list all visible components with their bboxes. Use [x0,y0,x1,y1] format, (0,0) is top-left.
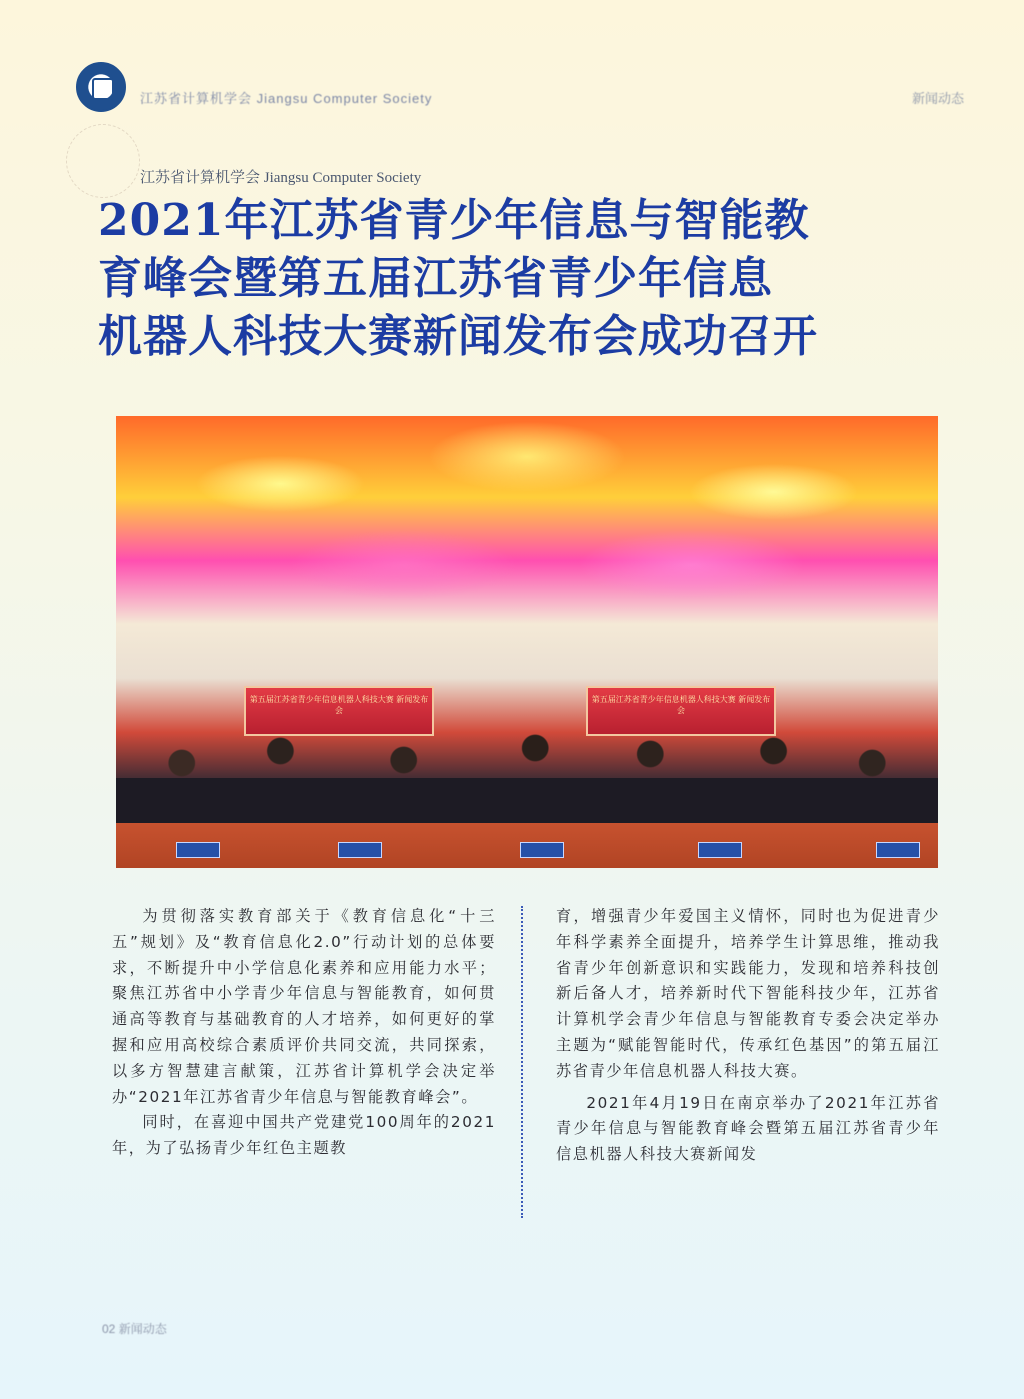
stage-board-left: 第五届江苏省青少年信息机器人科技大赛 新闻发布会 [244,686,434,736]
paragraph: 同时，在喜迎中国共产党建党100周年的2021年，为了弘扬青少年红色主题教 [112,1113,496,1158]
name-plate [698,842,742,858]
header-section: 新闻动态 [911,91,964,106]
paragraph: 为贯彻落实教育部关于《教育信息化“十三五”规划》及“教育信息化2.0”行动计划的总体要求，不断提升中小学信息化素养和应用能力水平；聚焦江苏省中小学青少年信息与智能教育，如何贯通高等教育与基础教育的人才培养，如何更好的掌握和应用高校综合素质评价共同交流，共同探索，以多方智慧建言献策，江苏省计算机学会决定举办“2021年江苏省青少年信息与智能教育峰会”。 [112,907,496,1106]
paragraph: 2021年4月19日在南京举办了2021年江苏省青少年信息与智能教育峰会暨第五届江苏省青少年信息机器人科技大赛新闻发 [556,1093,940,1164]
page-number: 02 [102,1322,116,1336]
column-divider [521,906,523,1218]
name-plate [176,842,220,858]
title-line: 2021年江苏省青少年信息与智能教 [98,195,810,246]
conference-photo [116,416,938,868]
name-plate [876,842,920,858]
header-org-en: Jiangsu Computer Society [256,91,433,106]
body-column-left [112,904,496,1162]
name-plate [338,842,382,858]
decorative-circle [66,124,140,198]
watermark-text: 江苏省计算机学会 Jiangsu Computer Society [140,170,422,186]
header-org [140,88,432,107]
title-line: 机器人科技大赛新闻发布会成功召开 [98,311,818,362]
name-plate [520,842,564,858]
stage-board-right: 第五届江苏省青少年信息机器人科技大赛 新闻发布会 [586,686,776,736]
ceiling-lights [116,416,938,687]
title-line: 育峰会暨第五届江苏省青少年信息 [98,253,773,304]
society-logo-icon [76,62,126,112]
header-org-cn: 江苏省计算机学会 [140,91,253,106]
article-title [98,192,958,366]
paragraph: 育，增强青少年爱国主义情怀，同时也为促进青少年科学素养全面提升，培养学生计算思维，推动我省青少年创新意识和实践能力，发现和培养科技创新后备人才，培养新时代下智能科技少年，江苏省计算机学会青少年信息与智能教育专委会决定举办主题为“赋能智能时代，传承红色基因”的第五届江苏省青少年信息机器人科技大赛。 [556,907,940,1080]
body-column-right [556,904,940,1168]
page-footer [102,1320,167,1337]
footer-label: 新闻动态 [118,1322,167,1336]
